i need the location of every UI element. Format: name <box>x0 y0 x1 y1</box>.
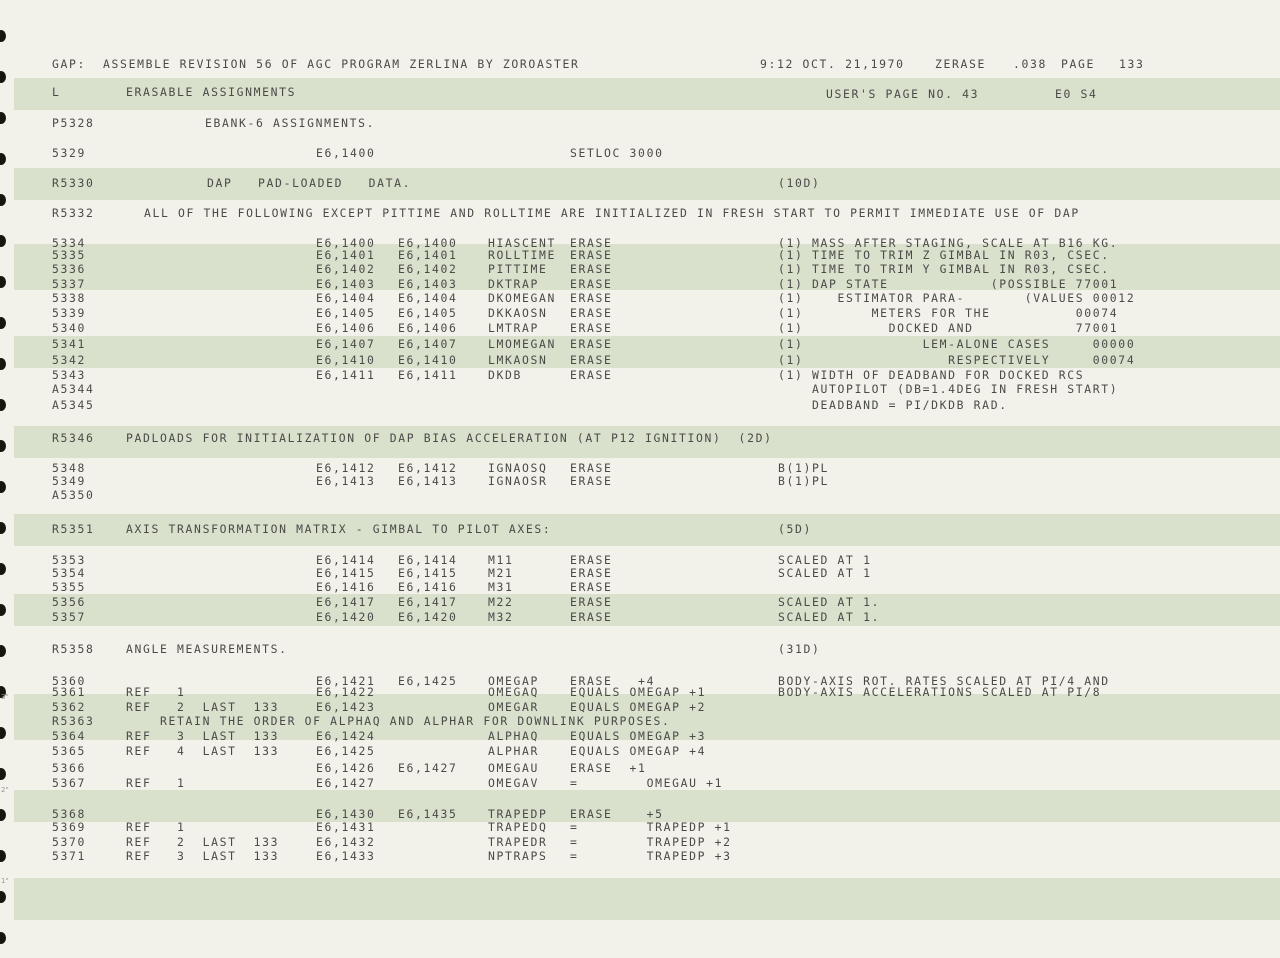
line-op: ERASE <box>570 610 613 624</box>
line-addr: E6,1411 <box>316 368 376 382</box>
line-addr: E6,1431 <box>316 820 376 834</box>
line-n: 5361 <box>52 685 87 699</box>
line-name: OMEGAV <box>488 776 540 790</box>
line-n: 5334 <box>52 236 87 250</box>
line-addr2: E6,1410 <box>398 353 458 367</box>
line-addr2: E6,1435 <box>398 807 458 821</box>
line-op: ERASE +1 <box>570 761 647 775</box>
line-note: (1) TIME TO TRIM Y GIMBAL IN R03, CSEC. <box>778 262 1110 276</box>
line-name: HIASCENT <box>488 236 557 250</box>
line-addr: E6,1432 <box>316 835 376 849</box>
line-name: ALPHAR <box>488 744 540 758</box>
ruler-mark: 2" <box>1 786 9 794</box>
line-n: 5337 <box>52 277 87 291</box>
user-code: ZERASE <box>935 57 987 71</box>
line-addr: E6,1427 <box>316 776 376 790</box>
line-addr: E6,1405 <box>316 306 376 320</box>
page-number: 133 <box>1119 57 1145 71</box>
line-n: 5354 <box>52 566 87 580</box>
line-addr2: E6,1404 <box>398 291 458 305</box>
line-addr: E6,1410 <box>316 353 376 367</box>
feed-hole <box>0 522 6 534</box>
line-op: ERASE +4 <box>570 674 656 688</box>
line-addr: E6,1417 <box>316 595 376 609</box>
line-name: TRAPEDR <box>488 835 548 849</box>
line-n: 5342 <box>52 353 87 367</box>
line-addr2: E6,1425 <box>398 674 458 688</box>
line-addr2: E6,1415 <box>398 566 458 580</box>
line-op: ERASE <box>570 353 613 367</box>
line-ref: REF 2 LAST 133 <box>126 835 280 849</box>
line-n: 5341 <box>52 337 87 351</box>
line-op: ERASE <box>570 368 613 382</box>
line-n: 5355 <box>52 580 87 594</box>
feed-hole <box>0 317 6 329</box>
line-op: ERASE <box>570 595 613 609</box>
line-n: R5330 <box>52 176 95 190</box>
line-ref: REF 1 <box>126 776 186 790</box>
line-n: 5357 <box>52 610 87 624</box>
line-ref: REF 3 LAST 133 <box>126 729 280 743</box>
line-op: EQUALS OMEGAP +3 <box>570 729 707 743</box>
line-name: OMEGAU <box>488 761 540 775</box>
line-op: ERASE <box>570 277 613 291</box>
timestamp: 9:12 OCT. 21,1970 <box>760 57 905 71</box>
line-addr2: E6,1403 <box>398 277 458 291</box>
line-name: NPTRAPS <box>488 849 548 863</box>
line-op: = OMEGAU +1 <box>570 776 724 790</box>
line-n: R5363 <box>52 714 95 728</box>
line-n: 5340 <box>52 321 87 335</box>
line-ref: REF 1 <box>126 685 186 699</box>
line-op: = TRAPEDP +3 <box>570 849 732 863</box>
line-addr: E6,1402 <box>316 262 376 276</box>
line-n: 5338 <box>52 291 87 305</box>
line-name: LMTRAP <box>488 321 540 335</box>
line-name: M32 <box>488 610 514 624</box>
line-addr: E6,1422 <box>316 685 376 699</box>
line-note: SCALED AT 1. <box>778 595 881 609</box>
line-addr2: E6,1420 <box>398 610 458 624</box>
feed-hole <box>0 563 6 575</box>
line-addr: E6,1401 <box>316 248 376 262</box>
line-n: P5328 <box>52 116 95 130</box>
line-name: IGNAOSQ <box>488 461 548 475</box>
line-addr2: E6,1406 <box>398 321 458 335</box>
line-n: R5351 <box>52 522 95 536</box>
line-note: (5D) <box>778 522 813 536</box>
line-name: OMEGAP <box>488 674 540 688</box>
line-op: ERASE <box>570 553 613 567</box>
line-addr: E6,1415 <box>316 566 376 580</box>
line-addr: E6,1404 <box>316 291 376 305</box>
ruler-mark: 1" <box>1 877 9 885</box>
line-n: 5343 <box>52 368 87 382</box>
line-n: A5344 <box>52 382 95 396</box>
line-name: M21 <box>488 566 514 580</box>
line-ref: REF 2 LAST 133 <box>126 700 280 714</box>
feed-hole <box>0 481 6 493</box>
feed-hole <box>0 153 6 165</box>
line-name: LMOMEGAN <box>488 337 557 351</box>
line-note: B(1)PL <box>778 461 830 475</box>
user-page-number: USER'S PAGE NO. 43 <box>826 87 980 101</box>
line-col1: RETAIN THE ORDER OF ALPHAQ AND ALPHAR FOR DOWNLINK PURPOSES. <box>126 714 671 728</box>
line-op: ERASE <box>570 566 613 580</box>
line-addr: E6,1407 <box>316 337 376 351</box>
line-note: SCALED AT 1 <box>778 566 872 580</box>
line-note: SCALED AT 1 <box>778 553 872 567</box>
line-op: SETLOC 3000 <box>570 146 664 160</box>
feed-hole <box>0 768 6 780</box>
feed-hole <box>0 891 6 903</box>
line-n: 5348 <box>52 461 87 475</box>
line-n: 5365 <box>52 744 87 758</box>
paper-stripe <box>14 878 1280 920</box>
line-note: DEADBAND = PI/DKDB RAD. <box>778 398 1008 412</box>
feed-hole <box>0 809 6 821</box>
line-op: = TRAPEDP +1 <box>570 820 732 834</box>
line-op: ERASE +5 <box>570 807 664 821</box>
line-addr: E6,1426 <box>316 761 376 775</box>
line-note: (31D) <box>778 642 821 656</box>
line-addr2: E6,1411 <box>398 368 458 382</box>
line-name: OMEGAQ <box>488 685 540 699</box>
line-n: 5371 <box>52 849 87 863</box>
line-addr: E6,1414 <box>316 553 376 567</box>
line-col1: DAP PAD-LOADED DATA. <box>207 176 412 190</box>
subheader-left: L <box>52 85 61 99</box>
line-addr: E6,1420 <box>316 610 376 624</box>
line-addr: E6,1413 <box>316 474 376 488</box>
line-op: EQUALS OMEGAP +1 <box>570 685 707 699</box>
line-op: ERASE <box>570 461 613 475</box>
line-op: ERASE <box>570 337 613 351</box>
feed-hole <box>0 235 6 247</box>
line-addr: E6,1424 <box>316 729 376 743</box>
line-addr2: E6,1427 <box>398 761 458 775</box>
line-op: ERASE <box>570 580 613 594</box>
line-ref: REF 4 LAST 133 <box>126 744 280 758</box>
line-note: B(1)PL <box>778 474 830 488</box>
line-note: (1) LEM-ALONE CASES 00000 <box>778 337 1136 351</box>
line-op: ERASE <box>570 236 613 250</box>
line-note: AUTOPILOT (DB=1.4DEG IN FRESH START) <box>778 382 1119 396</box>
line-name: OMEGAR <box>488 700 540 714</box>
line-note: (1) MASS AFTER STAGING, SCALE AT B16 KG. <box>778 236 1119 250</box>
line-name: ROLLTIME <box>488 248 557 262</box>
section-tag: E0 S4 <box>1055 87 1098 101</box>
line-n: 5349 <box>52 474 87 488</box>
line-n: 5364 <box>52 729 87 743</box>
feed-hole <box>0 358 6 370</box>
line-name: M11 <box>488 553 514 567</box>
line-note: BODY-AXIS ACCELERATIONS SCALED AT PI/8 <box>778 685 1102 699</box>
feed-hole <box>0 112 6 124</box>
line-col1: PADLOADS FOR INITIALIZATION OF DAP BIAS ACCELERATION (AT P12 IGNITION) (2D) <box>126 431 773 445</box>
line-op: EQUALS OMEGAP +2 <box>570 700 707 714</box>
line-n: A5350 <box>52 488 95 502</box>
line-note: (1) METERS FOR THE 00074 <box>778 306 1119 320</box>
line-name: DKTRAP <box>488 277 540 291</box>
feed-hole <box>0 645 6 657</box>
line-n: 5335 <box>52 248 87 262</box>
line-op: ERASE <box>570 248 613 262</box>
line-op: ERASE <box>570 306 613 320</box>
feed-hole <box>0 276 6 288</box>
line-col1: ANGLE MEASUREMENTS. <box>126 642 288 656</box>
line-n: 5339 <box>52 306 87 320</box>
line-addr: E6,1400 <box>316 146 376 160</box>
line-name: DKKAOSN <box>488 306 548 320</box>
line-addr2: E6,1402 <box>398 262 458 276</box>
line-addr2: E6,1407 <box>398 337 458 351</box>
line-n: A5345 <box>52 398 95 412</box>
line-addr2: E6,1412 <box>398 461 458 475</box>
line-n: 5369 <box>52 820 87 834</box>
line-n: 5329 <box>52 146 87 160</box>
line-addr: E6,1400 <box>316 236 376 250</box>
line-addr2: E6,1413 <box>398 474 458 488</box>
line-n: 5360 <box>52 674 87 688</box>
line-addr2: E6,1417 <box>398 595 458 609</box>
listing-title: GAP: ASSEMBLE REVISION 56 OF AGC PROGRAM ZERLINA BY ZOROASTER <box>52 57 580 71</box>
line-note: BODY-AXIS ROT. RATES SCALED AT PI/4 AND <box>778 674 1110 688</box>
line-col1: EBANK-6 ASSIGNMENTS. <box>205 116 376 130</box>
line-op: ERASE <box>570 291 613 305</box>
feed-hole <box>0 71 6 83</box>
line-note: (1) TIME TO TRIM Z GIMBAL IN R03, CSEC. <box>778 248 1110 262</box>
line-n: 5336 <box>52 262 87 276</box>
line-addr: E6,1406 <box>316 321 376 335</box>
feed-hole <box>0 30 6 42</box>
line-n: 5353 <box>52 553 87 567</box>
line-name: DKDB <box>488 368 523 382</box>
line-name: IGNAOSR <box>488 474 548 488</box>
line-name: TRAPEDQ <box>488 820 548 834</box>
line-addr: E6,1433 <box>316 849 376 863</box>
line-col1: ALL OF THE FOLLOWING EXCEPT PITTIME AND ROLLTIME ARE INITIALIZED IN FRESH START TO PERMIT IMMEDIATE USE OF DAP <box>144 206 1080 220</box>
line-addr2: E6,1401 <box>398 248 458 262</box>
line-n: 5368 <box>52 807 87 821</box>
line-addr: E6,1412 <box>316 461 376 475</box>
line-note: SCALED AT 1. <box>778 610 881 624</box>
line-n: 5367 <box>52 776 87 790</box>
paper-stripe <box>14 594 1280 626</box>
line-addr2: E6,1405 <box>398 306 458 320</box>
line-note: (1) DAP STATE (POSSIBLE 77001 <box>778 277 1119 291</box>
feed-hole <box>0 727 6 739</box>
section-title: ERASABLE ASSIGNMENTS <box>126 85 297 99</box>
line-name: LMKAOSN <box>488 353 548 367</box>
line-note: (1) RESPECTIVELY 00074 <box>778 353 1136 367</box>
line-addr: E6,1416 <box>316 580 376 594</box>
line-name: PITTIME <box>488 262 548 276</box>
feed-hole <box>0 440 6 452</box>
line-name: M31 <box>488 580 514 594</box>
line-note: (1) WIDTH OF DEADBAND FOR DOCKED RCS <box>778 368 1085 382</box>
feed-hole <box>0 194 6 206</box>
line-addr2: E6,1400 <box>398 236 458 250</box>
line-name: ALPHAQ <box>488 729 540 743</box>
line-n: 5370 <box>52 835 87 849</box>
feed-hole <box>0 850 6 862</box>
line-op: ERASE <box>570 262 613 276</box>
line-ref: REF 1 <box>126 820 186 834</box>
line-addr: E6,1423 <box>316 700 376 714</box>
line-n: 5366 <box>52 761 87 775</box>
feed-hole <box>0 932 6 944</box>
line-addr2: E6,1414 <box>398 553 458 567</box>
paper-stripe <box>14 168 1280 200</box>
line-col1: AXIS TRANSFORMATION MATRIX - GIMBAL TO PILOT AXES: <box>126 522 552 536</box>
line-op: EQUALS OMEGAP +4 <box>570 744 707 758</box>
line-note: (1) ESTIMATOR PARA- (VALUES 00012 <box>778 291 1136 305</box>
line-addr: E6,1403 <box>316 277 376 291</box>
line-n: R5332 <box>52 206 95 220</box>
line-addr: E6,1430 <box>316 807 376 821</box>
line-n: R5346 <box>52 431 95 445</box>
line-n: 5356 <box>52 595 87 609</box>
page-label: PAGE <box>1061 57 1096 71</box>
revision-code: .038 <box>1013 57 1048 71</box>
line-op: = TRAPEDP +2 <box>570 835 732 849</box>
line-n: R5358 <box>52 642 95 656</box>
line-name: TRAPEDP <box>488 807 548 821</box>
ruler-mark: 3" <box>1 693 9 701</box>
line-n: 5362 <box>52 700 87 714</box>
line-ref: REF 3 LAST 133 <box>126 849 280 863</box>
line-addr: E6,1421 <box>316 674 376 688</box>
feed-hole <box>0 604 6 616</box>
line-addr2: E6,1416 <box>398 580 458 594</box>
line-addr: E6,1425 <box>316 744 376 758</box>
feed-hole <box>0 399 6 411</box>
line-op: ERASE <box>570 474 613 488</box>
line-op: ERASE <box>570 321 613 335</box>
line-name: DKOMEGAN <box>488 291 557 305</box>
line-name: M22 <box>488 595 514 609</box>
line-note: (1) DOCKED AND 77001 <box>778 321 1119 335</box>
tractor-feed-holes <box>0 0 10 958</box>
line-note: (10D) <box>778 176 821 190</box>
